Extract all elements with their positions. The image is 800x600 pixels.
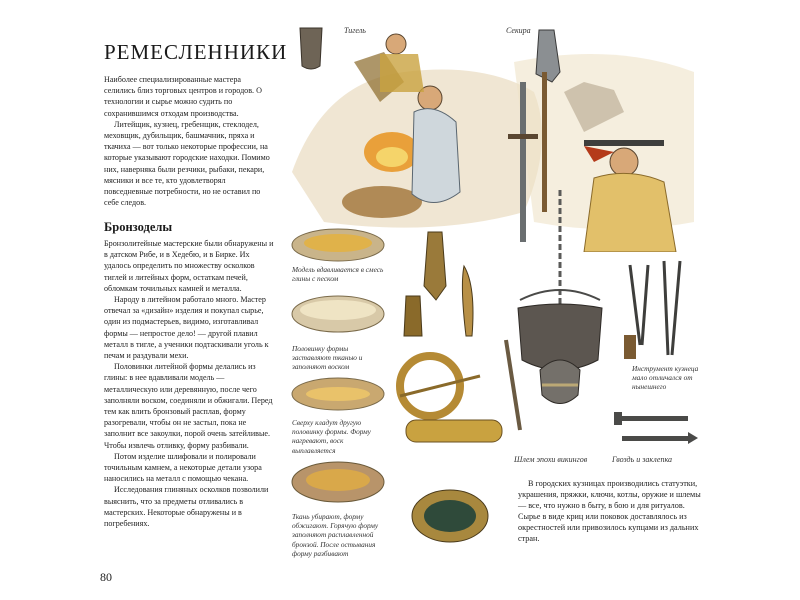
crucible-label: Тигель xyxy=(344,26,366,35)
workshop-illustration xyxy=(284,22,704,252)
helmet-label: Шлем эпохи викингов xyxy=(514,455,588,464)
cauldron-illustration xyxy=(500,190,620,440)
mold-caption: Половинку формы заставляют тканью и заполняют воском xyxy=(292,344,363,372)
nails-label: Гвоздь и заклепка xyxy=(612,455,673,464)
section-paragraph: Потом изделие шлифовали и полировали точильным камнем, а некоторые детали узора наносились на металл с помощью чекана. xyxy=(104,451,262,484)
page-title: РЕМЕСЛЕННИКИ xyxy=(104,40,288,64)
right-paragraph: В городских кузницах производились статуэтки, украшения, пряжки, ключи, котлы, оружие и шлемы — все, что нужно в быту, в бою и для ритуалов. Сырье в виде криц или поковок доставлялось из окрестностей или привозилось купцами из дальних стран. xyxy=(518,479,701,543)
mold-stage-1 xyxy=(290,225,386,263)
section-paragraph: Бронзолитейные мастерские были обнаружены и в датском Рибе, и в Хедебю, и в Бирке. Их удалось определить по множеству осколков тиглей и литейных форм, остаткам печей, обломкам точильных камней и металла. xyxy=(104,239,274,293)
nails-illustration xyxy=(608,410,700,455)
bronze-objects xyxy=(390,226,508,556)
section-heading: Бронзоделы xyxy=(104,220,173,234)
mold-caption: Сверху кладут другую половинку формы. Форму нагревают, воск выплавляется xyxy=(292,418,371,455)
intro-text xyxy=(104,74,274,208)
section-text xyxy=(104,238,274,529)
intro-paragraph: Литейщик, кузнец, гребенщик, стеклодел, меховщик, дубильщик, башмачник, пряха и ткачиха — вот только некоторые профессии, на которые указывают городские находки. Помимо них, наверняка были резчики, рыбаки, пекари, мясники и все те, кто удовлетворял повседневные потребности, но не оставил по себе следов. xyxy=(104,119,270,208)
mold-stage-4 xyxy=(290,456,386,508)
smith-tools xyxy=(620,255,700,365)
mold-stage-3 xyxy=(290,374,386,414)
section-paragraph: Половинки литейной формы делались из глины: в нее вдавливали модель — металлическую или деревянную, после чего заполняли воском, соединяли и обжигали. Перед тем как влить бронзовый расплав, форму разогревали, чтобы он не застыл, пока не заполнит все закоулки, порой очень затейливые. Чтобы извлечь отливку, форму разбивали. xyxy=(104,362,273,450)
intro-paragraph: Наиболее специализированные мастера селились близ торговых центров и городов. О технологии и сырье можно судить по сохранившимся отходам производства. xyxy=(104,75,262,118)
mold-caption: Модель вдавливается в смесь глины с песком xyxy=(292,265,384,284)
mold-caption: Ткань убирают, форму обжигают. Горячую форму заполняют расплавленной бронзой. После остывания форму разбивают xyxy=(292,512,379,558)
mold-stage-2 xyxy=(290,290,386,340)
page-number: 80 xyxy=(100,570,112,584)
tools-caption: Инструмент кузнеца мало отличался от нынешнего xyxy=(632,364,699,392)
section-paragraph: Исследования глиняных осколков позволили выяснить, что за предметы отливались в мастерских. Некоторые обнаружены и в погребениях. xyxy=(104,485,269,529)
axe-label: Секира xyxy=(506,26,531,35)
section-paragraph: Народу в литейном работало много. Мастер отвечал за «дизайн» изделия и покупал сырье, один из подмастерьев, видимо, изготавливал формы — непростое дело! — другой плавил металл в тигле, а ученики подтаскивали уголь к печам и раздували мехи. xyxy=(104,295,269,361)
